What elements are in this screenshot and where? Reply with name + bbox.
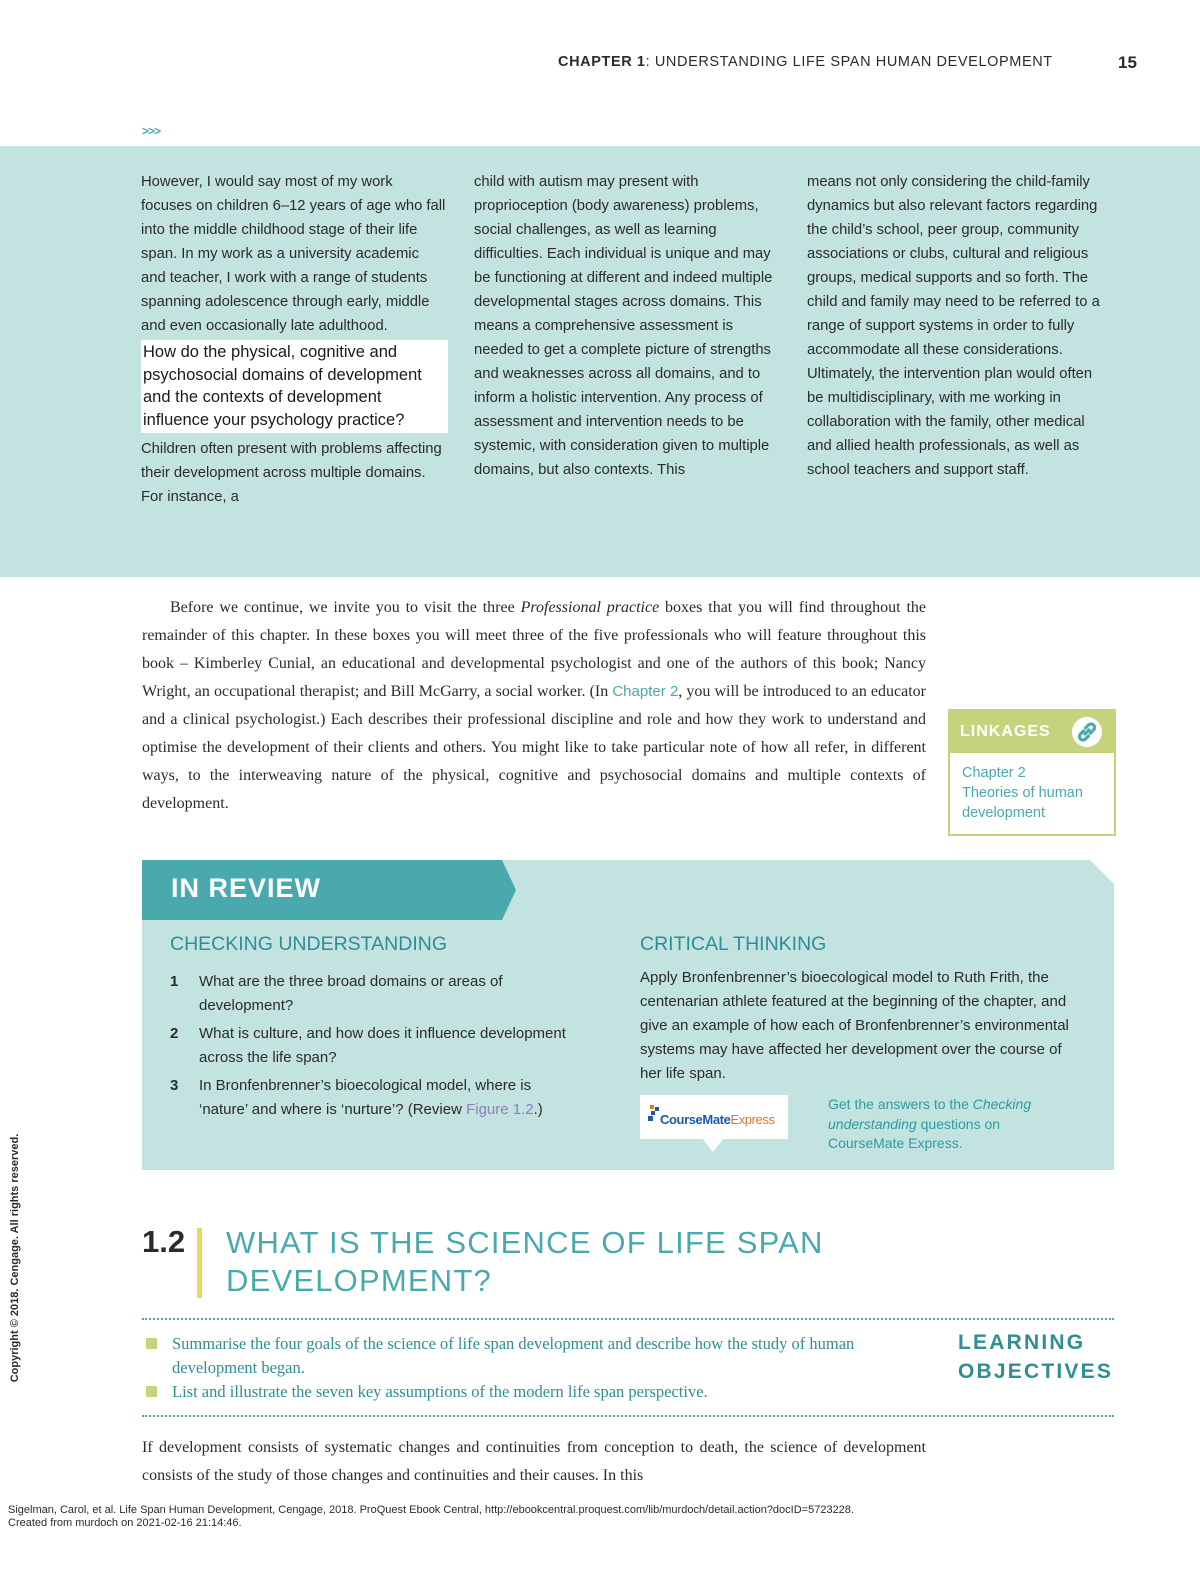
interview-text: However, I would say most of my work focuses on children 6–12 years of age who fall into the middle childhood stage of their life span. In my work as a university academic and teacher, I work with a range of students spanning adolescence through early, middle and even occasionally late adulthood. bbox=[141, 174, 446, 334]
question-text: What is culture, and how does it influence development across the life span? bbox=[199, 1025, 566, 1066]
page-number: 15 bbox=[1118, 53, 1137, 72]
figure-1-2-link[interactable]: Figure 1.2 bbox=[466, 1101, 534, 1118]
coursemate-logo-text: Express bbox=[730, 1112, 775, 1127]
interview-text: child with autism may present with proprioception (body awareness) problems, social challenges, as well as learning difficulties. Each individual is unique and may be functioning at different and indeed multiple developmental stages across domains. This means a comprehensive assessment is needed to get a complete picture of strengths and weaknesses across all domains, and to inform a holistic intervention. Any process of assessment and intervention needs to be systemic, with consideration given to multiple domains, but also contexts. This bbox=[474, 174, 773, 478]
linkages-box bbox=[948, 709, 1116, 836]
question-text: In Bronfenbrenner’s bioecological model, where is ‘nature’ and where is ‘nurture’? (Review bbox=[199, 1077, 532, 1118]
body-paragraph: If development consists of systematic changes and continuities from conception to death, the science of development consists of the study of those changes and continuities and their causes. In this bbox=[142, 1439, 926, 1484]
link-icon bbox=[1072, 717, 1102, 747]
question-number: 2 bbox=[170, 1025, 179, 1042]
chevrons-icon: >>> bbox=[142, 124, 161, 138]
critical-thinking-text: Apply Bronfenbrenner’s bioecological model to Ruth Frith, the centenarian athlete featured at the beginning of the chapter, and give an example of how each of Bronfenbrenner’s environmental systems may have affected her development over the course of her life span. bbox=[640, 969, 1069, 1082]
running-head bbox=[558, 54, 1053, 70]
section-title: WHAT IS THE SCIENCE OF LIFE SPAN DEVELOPMENT? bbox=[226, 1225, 824, 1298]
note-text: questions on CourseMate Express. bbox=[828, 1115, 1001, 1151]
linkages-line: Chapter 2 bbox=[962, 765, 1026, 781]
note-text: Get the answers to the bbox=[828, 1096, 973, 1112]
paragraph-text: Before we continue, we invite you to visit the three bbox=[170, 599, 521, 616]
list-item bbox=[170, 970, 570, 1018]
list-item bbox=[170, 1022, 570, 1070]
square-bullet-icon bbox=[146, 1338, 157, 1349]
list-item bbox=[170, 1074, 570, 1122]
list-item bbox=[146, 1380, 936, 1404]
paragraph-text: boxes that you will find throughout the remainder of this chapter. In these boxes you will meet three of the five professionals who will feature throughout this book – Kimberley Cunial, an educational and developmental psychologist and one of the authors of this book; Nancy Wright, an occupational therapist; and Bill McGarry, a social worker. (In bbox=[142, 599, 927, 700]
linkages-line: Theories of human development bbox=[962, 785, 1083, 821]
interview-column-1 bbox=[141, 170, 446, 509]
objective-text: List and illustrate the seven key assumptions of the modern life span perspective. bbox=[172, 1382, 708, 1401]
label-line: LEARNING bbox=[958, 1331, 1086, 1354]
paragraph-text: , you will be introduced to an educator and a clinical psychologist.) Each describes their professional discipline and role and how they work to understand and optimise the development of their clients and others. You might like to take particular note of how all refer, in different ways, to the interweaving nature of the physical, cognitive and psychosocial domains and multiple contexts of development. bbox=[142, 683, 926, 812]
square-bullet-icon bbox=[146, 1386, 157, 1397]
learning-objectives-list bbox=[146, 1332, 936, 1404]
interview-text: Children often present with problems affecting their development across multiple domains. For instance, a bbox=[141, 441, 442, 505]
chapter-label: CHAPTER 1 bbox=[558, 54, 646, 70]
linkages-chapter-link[interactable] bbox=[962, 763, 1108, 823]
copyright-notice: Copyright © 2018. Cengage. All rights reserved. bbox=[9, 1133, 21, 1383]
chapter-title: : UNDERSTANDING LIFE SPAN HUMAN DEVELOPMENT bbox=[645, 54, 1053, 70]
body-paragraph bbox=[142, 594, 926, 818]
created-footer: Created from murdoch on 2021-02-16 21:14:46. bbox=[8, 1517, 242, 1529]
linkages-header bbox=[950, 711, 1114, 753]
interview-column-2 bbox=[474, 170, 774, 482]
dotted-divider bbox=[142, 1318, 1114, 1320]
professional-practice-term: Professional practice bbox=[520, 599, 660, 616]
linkages-label: LINKAGES bbox=[960, 723, 1051, 740]
coursemate-logo bbox=[660, 1112, 775, 1127]
coursemate-note bbox=[828, 1095, 1078, 1154]
dotted-divider bbox=[142, 1415, 1114, 1417]
interview-panel bbox=[0, 146, 1200, 577]
question-text: .) bbox=[533, 1101, 543, 1118]
question-number: 1 bbox=[170, 973, 179, 990]
section-number: 1.2 bbox=[142, 1224, 186, 1259]
citation-footer: Sigelman, Carol, et al. Life Span Human Development, Cengage, 2018. ProQuest Ebook Central, http://ebookcentral.proquest.com/lib/murdoch/detail.action?docID=5723228. bbox=[8, 1504, 854, 1516]
label-line: OBJECTIVES bbox=[958, 1360, 1114, 1383]
question-number: 3 bbox=[170, 1077, 179, 1094]
learning-objectives-label bbox=[958, 1328, 1113, 1386]
coursemate-logo-text: CourseMate bbox=[660, 1112, 731, 1127]
checking-understanding-heading: CHECKING UNDERSTANDING bbox=[170, 933, 447, 955]
interview-question: How do the physical, cognitive and psychosocial domains of development and the contexts of development influence your psychology practice? bbox=[141, 340, 448, 433]
note-text-italic: Checking understanding bbox=[828, 1096, 1032, 1132]
section-divider-bar bbox=[197, 1228, 202, 1298]
question-text: What are the three broad domains or areas of development? bbox=[199, 973, 503, 1014]
in-review-title: IN REVIEW bbox=[171, 873, 322, 903]
question-list bbox=[170, 970, 570, 1126]
interview-column-3 bbox=[807, 170, 1107, 482]
chapter-2-link[interactable]: Chapter 2 bbox=[612, 683, 679, 700]
objective-text: Summarise the four goals of the science of life span development and describe how the study of human development began. bbox=[172, 1334, 855, 1377]
critical-thinking-heading: CRITICAL THINKING bbox=[640, 933, 827, 955]
list-item bbox=[146, 1332, 936, 1380]
interview-text: means not only considering the child-family dynamics but also relevant factors regarding the child’s school, peer group, community associations or clubs, cultural and religious groups, medical supports and so forth. The child and family may need to be referred to a range of support systems in order to fully accommodate all these considerations. Ultimately, the intervention plan would often be multidisciplinary, with me working in collaboration with the family, other medical and allied health professionals, as well as school teachers and support staff. bbox=[807, 174, 1100, 478]
